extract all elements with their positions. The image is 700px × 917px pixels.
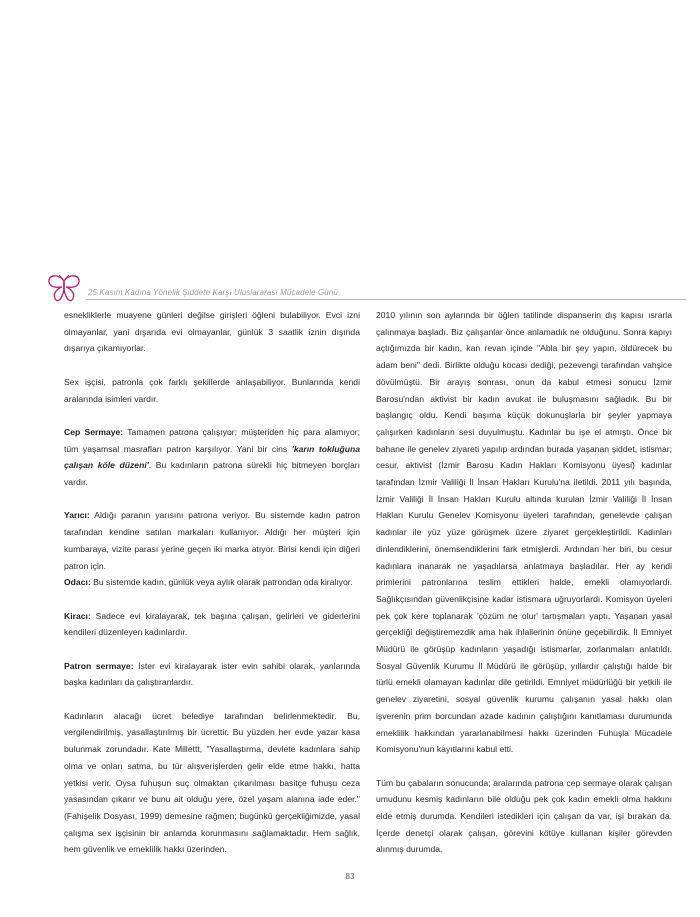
definition-kiraci: [64, 608, 360, 641]
emphasis-quote: 'karın tokluğuna çalışan köle düzeni': [64, 443, 360, 471]
definition-patron-sermaye: [64, 658, 360, 691]
paragraph: Kadınların alacağı ücret belediye tarafından belirlenmektedir. Bu, vergilendirilmiş, yasallaştırılmış bir ücrettir. Bu yüzden her evde yazar kasa bulunmak zorundadır. Kate Millettt, "Yasallaştırma, devlete kadınlara sahip olma ve onları satma, bu tür alışverişlerden gelir elde etme hakkı, hatta yetkisi verir. Oysa fuhuşun suç olmaktan çıkarılması basitçe fuhuşu ceza yasasından çıkarır ve bunu ait olduğu yere, özel yaşam alanına iade eder." (Fahişelik Dosyası, 1999) demesine rağmen; bugünkü gerçekliğimizde, yasal çalışma sex işçisinin bir anlamda korunmasını sağlamaktadır. Hem sağlık, hem güvenlik ve emeklilik hakkı üzerinden.: [64, 710, 360, 855]
page-header: [46, 273, 686, 303]
definition-cep-sermaye: [64, 424, 360, 491]
term: Patron sermaye:: [64, 660, 134, 671]
right-column: [376, 307, 672, 858]
paragraph: Sex işçisi, patronla çok farklı şekillerde anlaşabiliyor. Bunlarında kendi aralarında isimleri vardır.: [64, 376, 360, 404]
definition-yarici: [64, 507, 360, 574]
definition-text: İster evi kiralayarak ister evin sahibi olarak, yanlarında başka kadınları da çalıştıranlardır.: [64, 660, 360, 688]
definition-text: . Bu kadınların patrona sürekli hiç bitmeyen borçları vardır.: [64, 460, 360, 487]
term: Kiracı:: [64, 610, 91, 621]
page-number: 83: [345, 872, 355, 881]
header-rule: [86, 299, 686, 300]
definition-odaci: [64, 574, 360, 591]
running-title: 25 Kasım Kadına Yönelik Şiddete Karşı Uluslararası Mücadele Günü: [88, 288, 338, 297]
term: Yarıcı:: [64, 510, 90, 521]
definition-text: Sadece evi kiralayarak, tek başına çalışan, gelirleri ve giderlerini kendileri düzenleyen kadınlardır.: [64, 610, 360, 638]
paragraph: Tüm bu çabaların sonucunda; aralarında patrona cep sermaye olarak çalışan umudunu kesmiş kadınların bile olduğu pek çok kadın emekli olma hakkını elde etmiş durumda. Kendileri istedikleri için çalışan da var, işi bırakan da. İçerde denetçi olarak çalışan, görevini kötüye kullanan kişiler görevden alınmış durumda.: [376, 777, 672, 855]
left-column: [64, 307, 360, 858]
definition-text: Bu sistemde kadın, günlük veya aylık olarak patrondan oda kiralıyor.: [90, 577, 353, 588]
definition-text: Aldığı paranın yarısını patrona veriyor. Bu sistemde kadın patron tarafından kendine satılan markaları kullanıyor. Aldığı her müşteri için kumbaraya, vizite parası yerine geçen iki marka atıyor. Birisi kendi için diğeri patron için.: [64, 510, 360, 571]
definition-text: Tamamen patrona çalışıyor; müşteriden hiç para alamıyor; tüm yaşamsal masrafları patron karşılıyor. Yani bir cins: [64, 426, 360, 454]
butterfly-icon: [46, 273, 82, 303]
term: Odacı:: [64, 577, 91, 588]
term: Cep Sermaye:: [64, 426, 124, 437]
paragraph: 2010 yılının son aylarında bir öğlen tatilinde dispanserin dış kapısı ısrarla çalınmaya başladı. Biz çalışanlar önce anlamadık ne olduğunu. Sonra kapıyı açtığımızda bir kadın, kan revan içinde "Abla bir şey yapın, öldürecek bu adam beni" dedi. Birlikte olduğu kocası dediği, pezevengi tarafından vahşice dövülmüştü. Bir arayış sonrası, onun da kabul etmesi sonucu İzmir Barosu'ndan aktivist bir kadın avukat ile buluşmasını sağladık. Bu bir başlangıç oldu. Kendi başıma küçük dokunuşlarla bir şeyler yapmaya çalışırken kadınların sesi duyulmuştu. Kadınlar bu işe el atmıştı. Önce bir bahane ile genelev ziyareti yapılıp ardından burada yaşanan şiddet, istismar; cesur, aktivist (İzmir Barosu Kadın Hakları Komisyonu üyesi) kadınlar tarafından İzmir Valiliği İl İnsan Hakları Kurulu'na iletildi. 2011 yılı başında, İzmir Valiliği İl İnsan Hakları Kurulu altında kurulan İzmir Valiliği İl İnsan Hakları Kurulu Genelev Komisyonu üyeleri tarafından, genelevde çalışan kadınlar ile yüz yüze görüşmek üzere ziyaret gerçekleştirildi. Kadınları dinlendiklerini, önemsendiklerini fark etmişlerdi. Ardından her biri, bu cesur kadınlara inanarak ne yaşadılarsa anlatmaya başladılar. Her ay kendi primlerini patronlarına teslim ettikleri halde, emekli olamıyorlardı. Sağlıkçısından güvenlikçisine kadar istismara uğruyorlardı. Komisyon üyeleri pek çok kere toplanarak 'çözüm ne olur' tartışmaları yaptı. Yaşanan yasal gerçekliği değiştiremezdik ama hak ihlallerinin önüne geçebilirdik. İl Emniyet Müdürü ile görüşüp kadınların yaşadığı istismarlar, zorlanmaları anlatıldı. Sosyal Güvenlik Kurumu İl Müdürü ile görüşüp, yıllardır çalıştığı halde bir türlü emekli olamayan kadınlar dile getirildi. Emniyet müdürlüğü bir yetkili ile genelev ziyaretini, sosyal güvenlik kurumu çalışanın yasal hakkı olan işverenin prim borcundan azade kadının çalıştığını kanıtlaması durumunda emeklilik hakkından yararlanabilmesi hakkı üzerinden Fuhuşla Mücadele Komisyonu'nun kayıtlarını kabul etti.: [376, 310, 672, 755]
paragraph: esnekliklerle muayene günleri değilse girişleri öğleni bulabiliyor. Evci izni olmayanlar, yani dışarıda evi olmayanlar, günlük 3 saatlik iznin dışında dışarıya çıkamıyorlar.: [64, 310, 360, 354]
